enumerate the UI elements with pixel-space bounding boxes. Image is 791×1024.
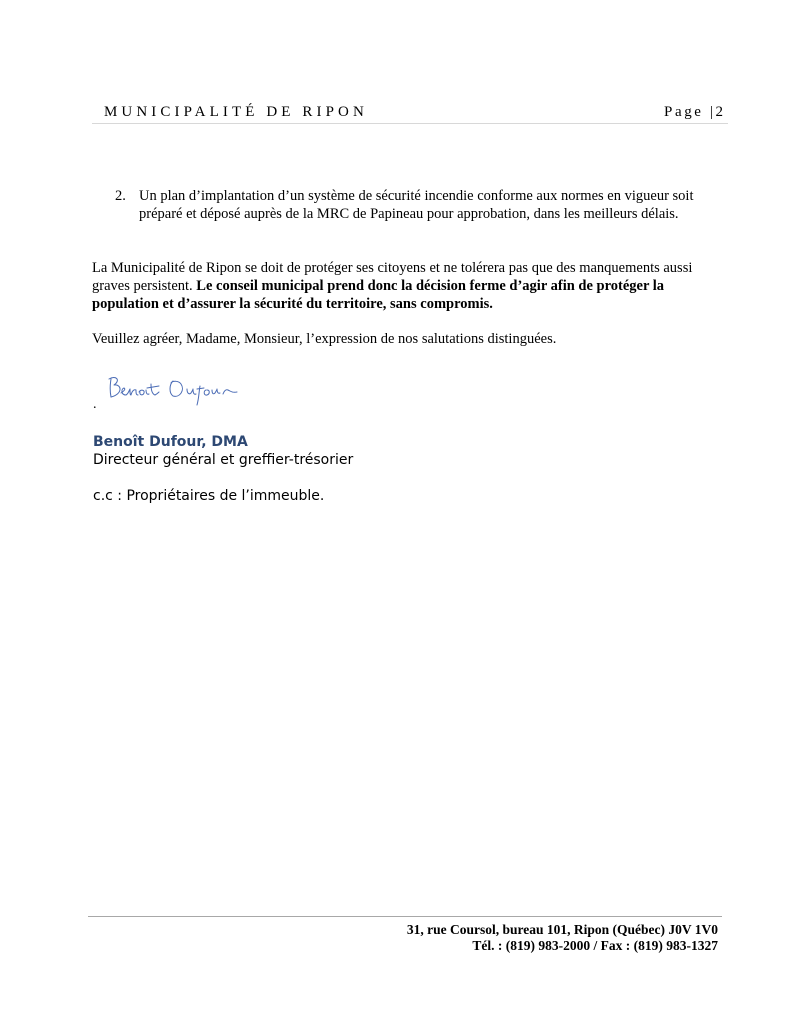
list-item [92,187,726,223]
closing-salutation: Veuillez agréer, Madame, Monsieur, l’expression de nos salutations distinguées. [92,331,557,347]
paragraph-bold-text: Le conseil municipal prend donc la décision ferme d’agir afin de protéger la population et d’assurer la sécurité du territoire, sans compromis. [92,278,665,312]
municipality-title: MUNICIPALITÉ DE RIPON [104,104,368,120]
footer-address: 31, rue Coursol, bureau 101, Ripon (Québec) J0V 1V0 [406,922,718,937]
signatory-name: Benoît Dufour, DMA [93,434,248,450]
header-divider [92,123,728,124]
list-text: Un plan d’implantation d’un système de sécurité incendie conforme aux normes en vigueur soit préparé et déposé auprès de la MRC de Papineau pour approbation, dans les meilleurs délais. [139,188,694,222]
page-number: Page |2 [664,104,726,120]
signature-dot: . [93,397,97,412]
list-number: 2. [115,188,126,204]
signatory-title: Directeur général et greffier-trésorier [93,452,354,468]
paragraph-normal-text: La Municipalité de Ripon se doit de protéger ses citoyens et ne tolérera pas que des manquements aussi graves persistent. [92,260,693,294]
handwritten-signature [105,372,245,413]
paragraph-protection [92,259,732,313]
footer-phone: Tél. : (819) 983-2000 / Fax : (819) 983-1327 [472,938,718,953]
page-footer [407,922,718,954]
footer-divider [88,916,722,917]
carbon-copy-line: c.c : Propriétaires de l’immeuble. [93,488,325,504]
